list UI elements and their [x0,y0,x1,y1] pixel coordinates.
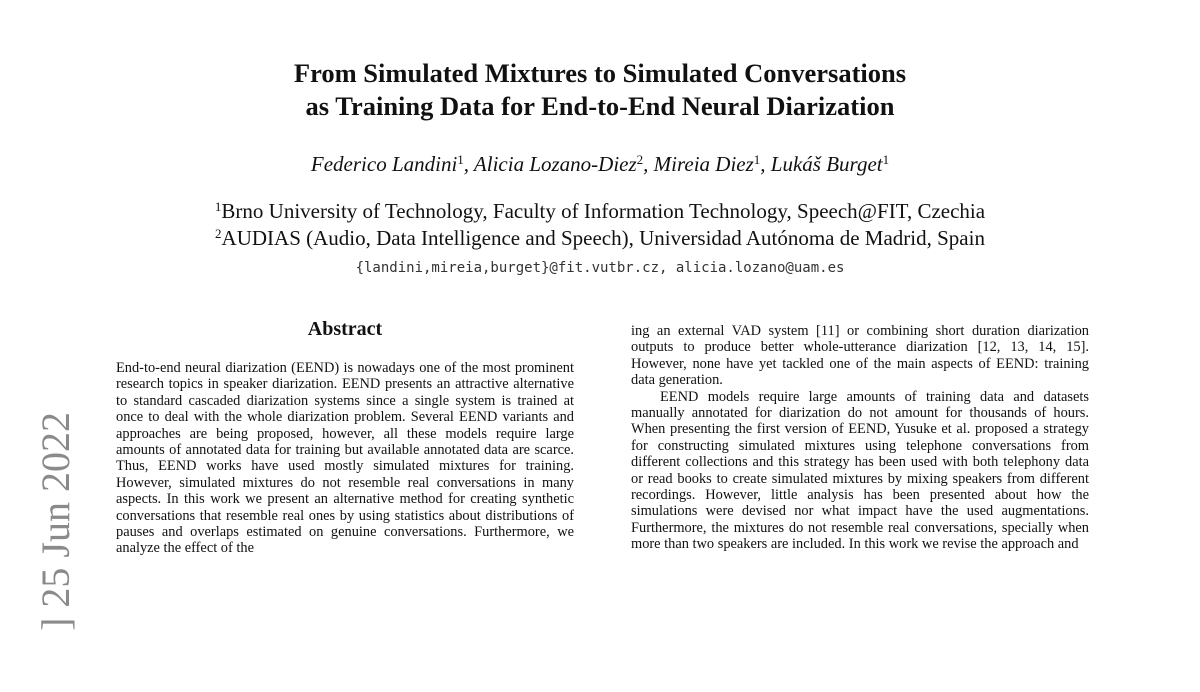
affiliation-number: 1 [214,199,222,214]
author-name: Mireia Diez [653,152,754,176]
affiliation-text: AUDIAS (Audio, Data Intelligence and Speech), Universidad Autónoma de Madrid, Spain [221,226,985,250]
abstract-column [116,360,574,557]
title-line-1: From Simulated Mixtures to Simulated Conversations [293,58,907,88]
arxiv-stamp: ] 25 Jun 2022 [32,412,78,631]
author-emails: {landini,mireia,burget}@fit.vutbr.cz, alicia.lozano@uam.es [355,260,845,276]
author-affiliation-mark: 1 [882,152,890,167]
affiliation-text: Brno University of Technology, Faculty of Information Technology, Speech@FIT, Czechia [221,199,986,223]
author-affiliation-mark: 1 [753,152,761,167]
affiliation-number: 2 [215,226,222,241]
author-affiliation-mark: 1 [457,152,464,167]
affiliation-line [0,225,1200,252]
author-affiliation-mark: 2 [636,152,644,167]
author-list: Federico Landini$^1$, Alicia Lozano-Diez$^2$, Mireia Diez$^1$, Lukáš Burget$^1$ [310,152,890,176]
author-name: Federico Landini [310,152,458,176]
intro-paragraph-1: ing an external VAD system [11] or combining short duration diarization outputs to produce better whole-utterance diarization [12, 13, 14, 15]. However, none have yet tackled one of the main aspects of EEND: training data generation. [631,323,1089,389]
abstract-heading: Abstract [307,318,383,340]
abstract-text: End-to-end neural diarization (EEND) is nowadays one of the most prominent research topics in speaker diarization. EEND presents an attractive alternative to standard cascaded diarization systems since a single system is trained at once to deal with the whole diarization problem. Several EEND variants and approaches are being proposed, however, all these models require large amounts of annotated data for training but available annotated data are scarce. Thus, EEND works have used mostly simulated mixtures for training. However, simulated mixtures do not resemble real conversations in many aspects. In this work we present an alternative method for creating synthetic conversations that resemble real ones by using statistics about distributions of pauses and overlaps estimated on genuine conversations. Furthermore, we analyze the effect of the [116,360,574,557]
author-name: Lukáš Burget [770,152,883,176]
title-line-2: as Training Data for End-to-End Neural Diarization [305,91,895,121]
affiliations [0,198,1200,252]
paper-title [0,57,1200,123]
intro-paragraph-2: EEND models require large amounts of training data and datasets manually annotated for diarization do not amount for thousands of hours. When presenting the first version of EEND, Yusuke et al. proposed a strategy for constructing simulated mixtures using telephone conversations from different collections and this strategy has been used with both telephony data or read books to create simulated mixtures by mixing speakers from different recordings. However, little analysis has been presented about how the simulations were devised nor what impact have the used augmentations. Furthermore, the mixtures do not resemble real conversations, specially when more than two speakers are included. In this work we revise the approach and [631,388,1089,553]
affiliation-line [0,198,1200,225]
author-name: Alicia Lozano-Diez [473,152,637,176]
intro-column [631,323,1089,553]
